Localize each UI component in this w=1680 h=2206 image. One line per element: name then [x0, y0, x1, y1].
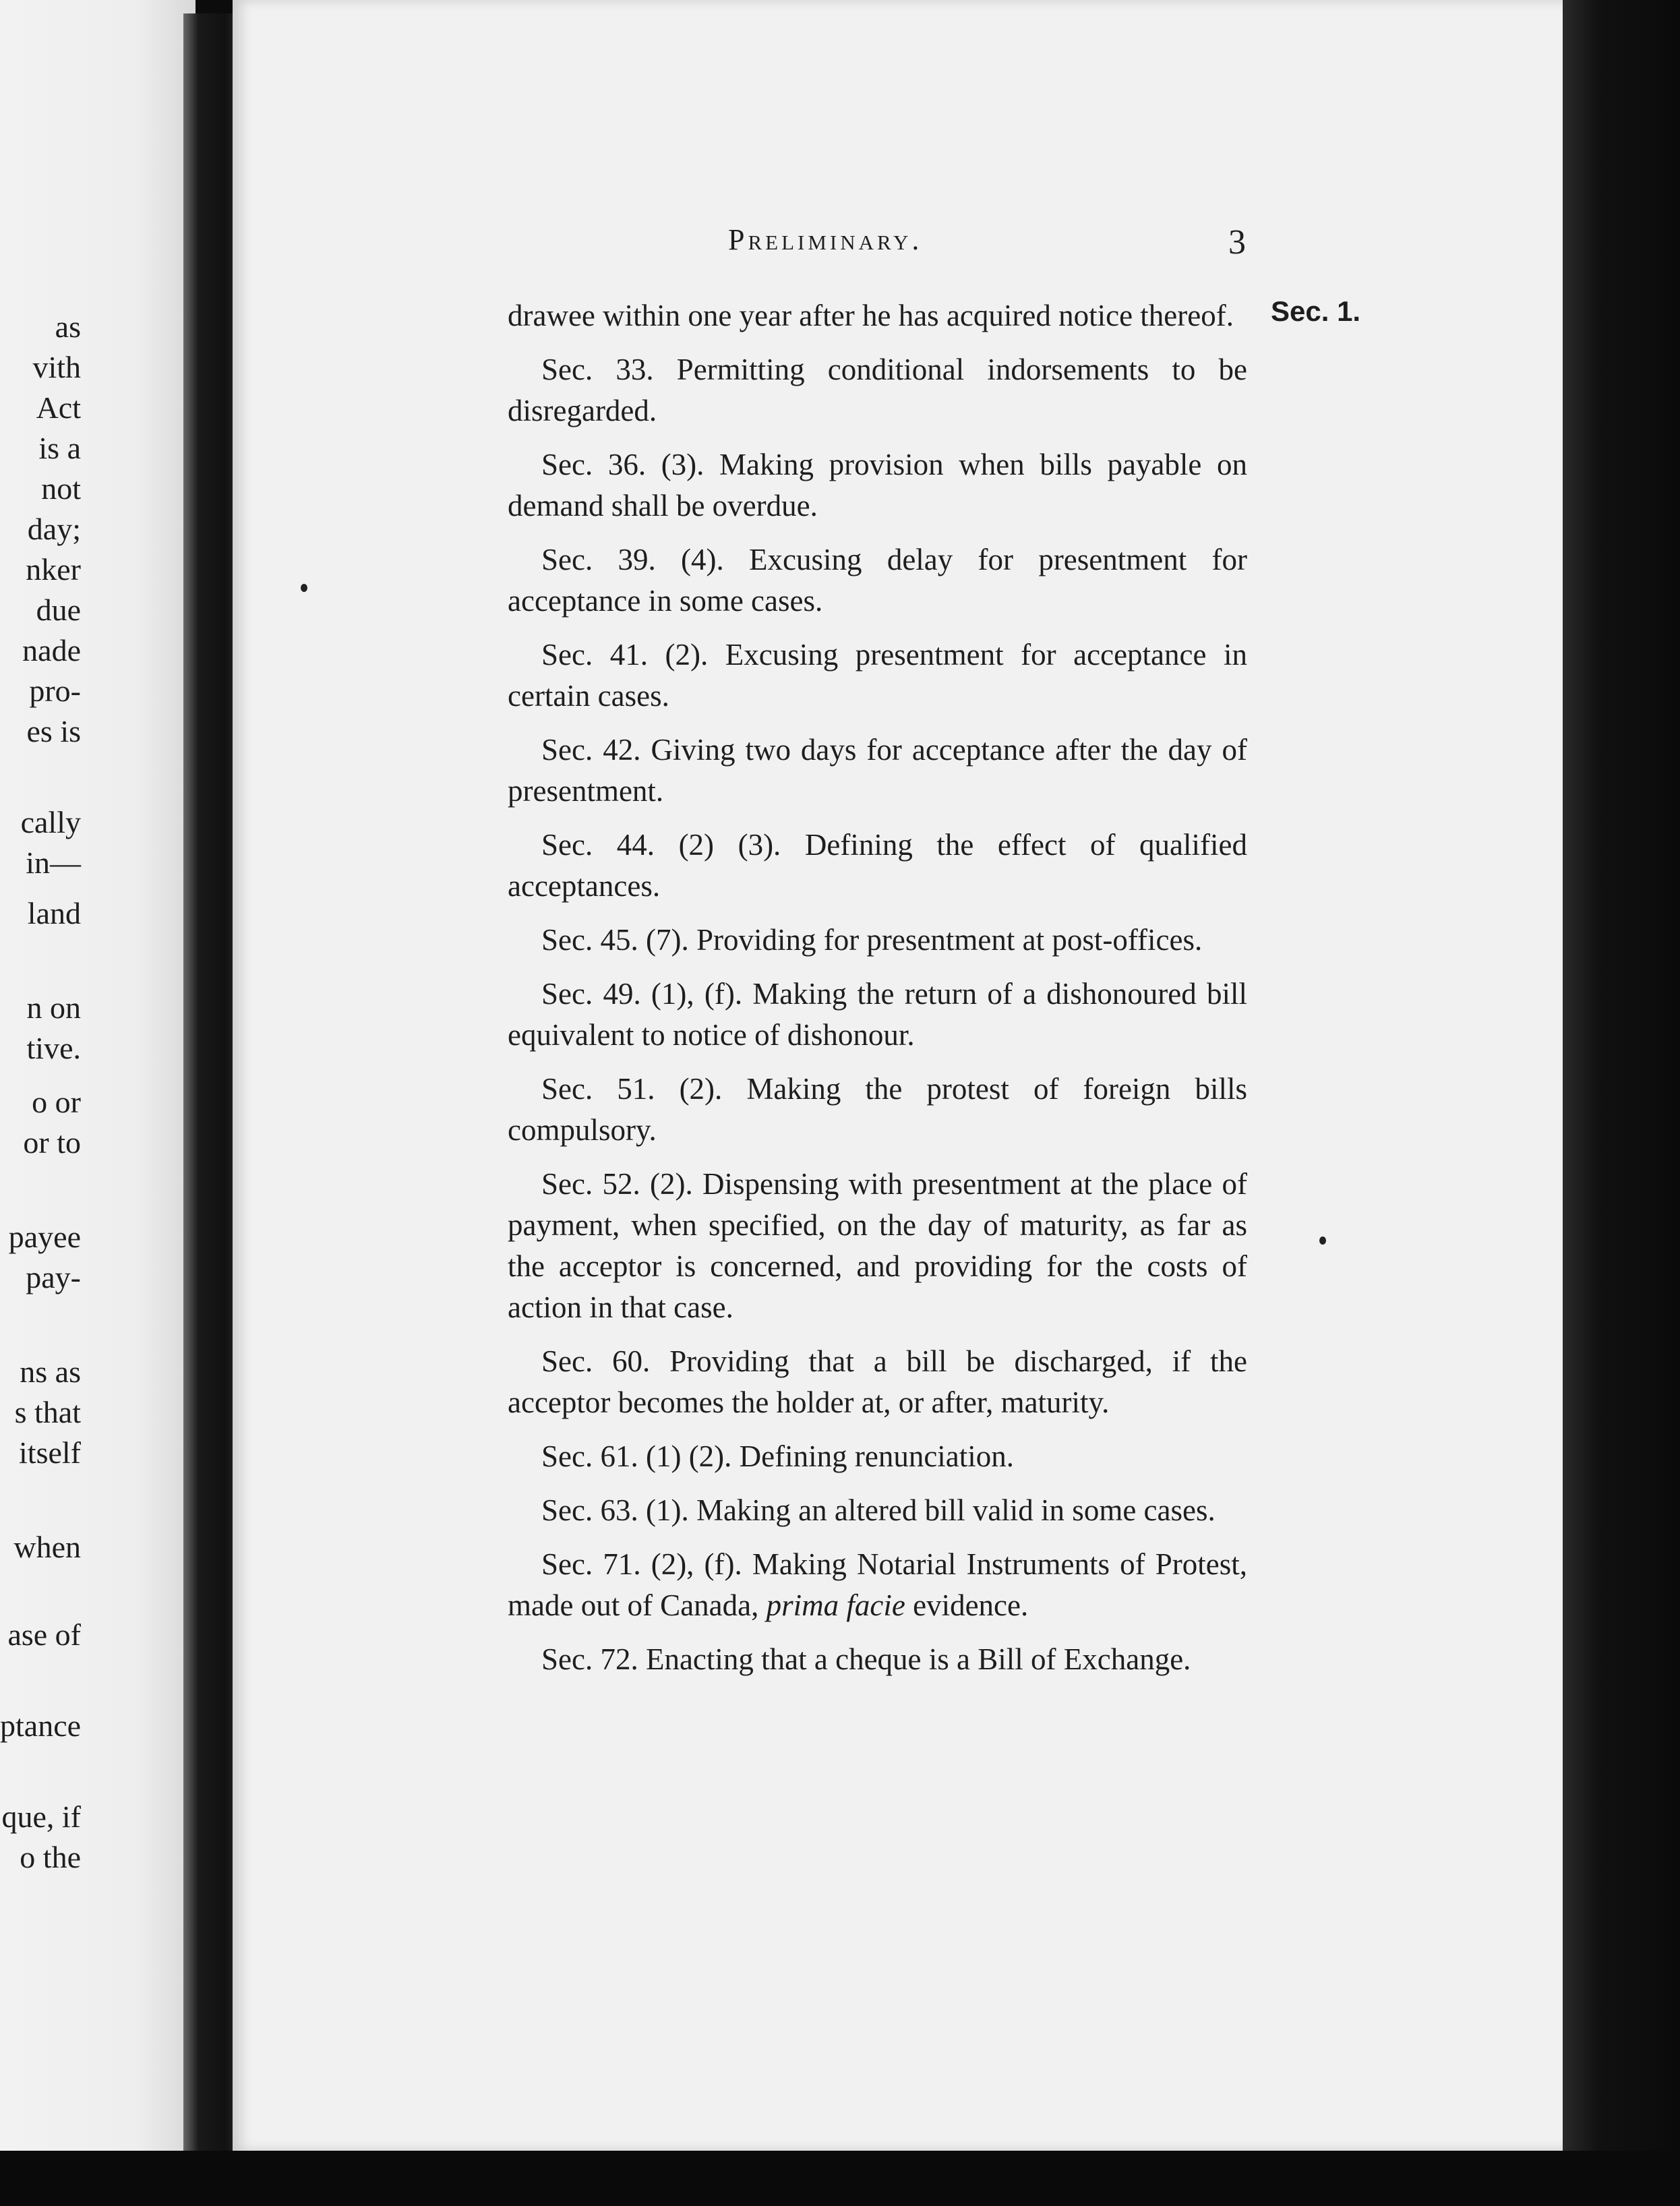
body-text	[508, 295, 1247, 1693]
left-page-line: in—	[26, 845, 81, 880]
section-paragraph: Sec. 51. (2). Making the protest of foreign bills compulsory.	[508, 1072, 1247, 1147]
section-paragraph: Sec. 44. (2) (3). Defining the effect of qualified acceptances.	[508, 828, 1247, 903]
section-paragraph: Sec. 41. (2). Excusing presentment for acceptance in certain cases.	[508, 638, 1247, 713]
left-page-line: tive.	[26, 1031, 81, 1065]
left-page-line: land	[27, 896, 81, 930]
section-paragraph: Sec. 63. (1). Making an altered bill valid in some cases.	[541, 1493, 1216, 1527]
left-page-line: as	[55, 309, 81, 344]
section-paragraph-71	[508, 1544, 1247, 1626]
left-page-line: vith	[32, 350, 81, 384]
left-page-line: or to	[23, 1125, 81, 1160]
section-paragraph: Sec. 39. (4). Excusing delay for presentment for acceptance in some cases.	[508, 543, 1247, 618]
bottom-shadow	[0, 2151, 1680, 2206]
left-page-line: itself	[19, 1435, 81, 1470]
left-page-line: n on	[26, 990, 81, 1025]
left-page-line: nade	[22, 633, 81, 667]
section-paragraph-72: Sec. 72. Enacting that a cheque is a Bill of Exchange.	[541, 1642, 1191, 1676]
ink-speck	[1319, 1236, 1326, 1245]
left-page-line: payee	[8, 1220, 81, 1254]
section-paragraph: Sec. 33. Permitting conditional indorsements to be disregarded.	[508, 353, 1247, 427]
section-paragraph: Sec. 60. Providing that a bill be discharged, if the acceptor becomes the holder at, or after, maturity.	[508, 1344, 1247, 1419]
left-page-line: o the	[20, 1840, 81, 1874]
section-paragraph: Sec. 45. (7). Providing for presentment at post-offices.	[541, 923, 1203, 957]
left-facing-page	[0, 0, 196, 2206]
section-list	[508, 349, 1247, 1531]
left-page-line: is a	[38, 431, 81, 465]
sec71-text: Sec. 71. (2), (f). Making Notarial Instruments of Protest, made out of Canada,	[508, 1547, 1247, 1622]
ink-speck	[301, 584, 307, 592]
section-paragraph: Sec. 42. Giving two days for acceptance after the day of presentment.	[508, 733, 1247, 808]
margin-note: Sec. 1.	[1271, 295, 1361, 327]
left-page-line: ase of	[7, 1617, 81, 1652]
left-page-line: pay-	[26, 1260, 81, 1294]
left-page-line: day;	[27, 512, 81, 546]
left-page-line: Act	[36, 390, 81, 425]
section-paragraph: Sec. 52. (2). Dispensing with presentment at the place of payment, when specified, on the day of maturity, as far as the acceptor is concerned, and providing for the costs of action in that case.	[508, 1167, 1247, 1324]
sec71-italic: prima facie	[766, 1588, 905, 1622]
page-number: 3	[1228, 223, 1246, 262]
left-page-line: que, if	[1, 1799, 81, 1834]
continuation-paragraph: drawee within one year after he has acquired notice thereof.	[508, 299, 1234, 332]
left-page-line: pro-	[29, 674, 81, 708]
left-page-line: when	[13, 1530, 81, 1564]
left-page-line: nker	[26, 552, 81, 587]
left-page-line: due	[36, 593, 81, 627]
section-paragraph: Sec. 36. (3). Making provision when bills payable on demand shall be overdue.	[508, 448, 1247, 523]
section-paragraph: Sec. 49. (1), (f). Making the return of a dishonoured bill equivalent to notice of dishonour.	[508, 977, 1247, 1052]
left-page-line: o or	[32, 1085, 81, 1119]
sec71-end: evidence.	[905, 1588, 1029, 1622]
left-page-line: ptance	[0, 1708, 82, 1743]
left-page-line: cally	[20, 805, 81, 839]
section-paragraph: Sec. 61. (1) (2). Defining renunciation.	[541, 1439, 1015, 1473]
left-page-line: es is	[26, 714, 81, 748]
page-edge-shadow	[1563, 0, 1680, 2206]
left-page-line: ns as	[20, 1354, 81, 1389]
running-head: Preliminary.	[728, 223, 923, 256]
left-page-line: s that	[14, 1395, 81, 1429]
left-page-line: not	[41, 471, 81, 506]
